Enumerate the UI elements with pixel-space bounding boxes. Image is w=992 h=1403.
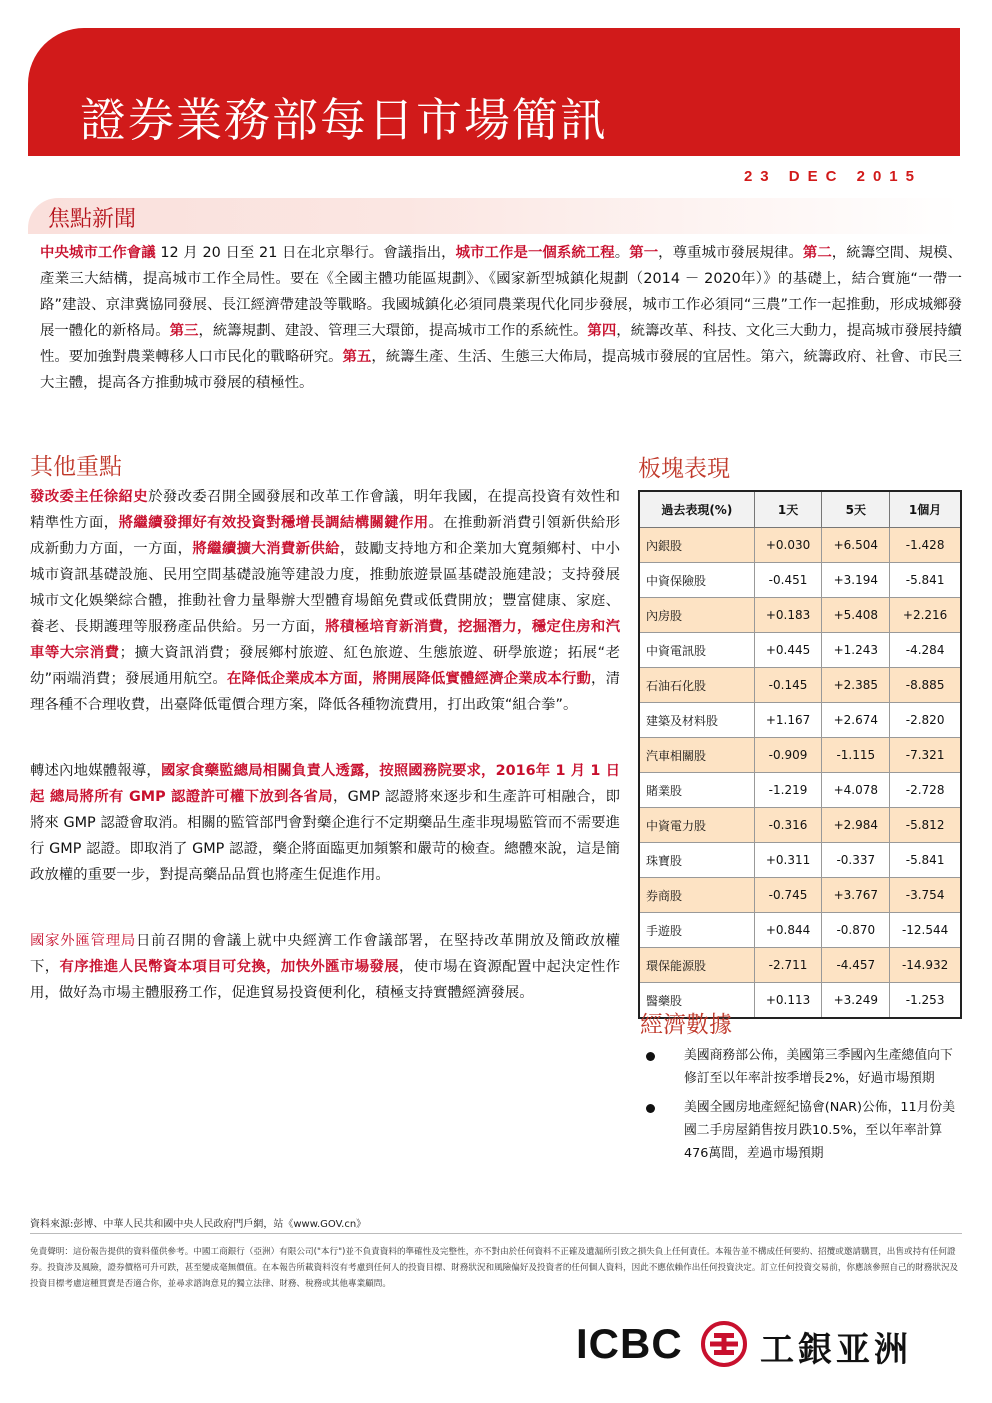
economic-data-text: 美國全國房地產經紀協會(NAR)公佈，11月份美國二手房屋銷售按月跌10.5%，至以年率計算476萬間，差過市場預期	[684, 1100, 956, 1161]
table-row	[639, 738, 961, 773]
bullet-icon	[646, 1104, 655, 1113]
body-text: 12 月 20 日至 21 日在北京舉行。會議指出，	[155, 245, 456, 261]
header-1month: 1個月	[890, 491, 961, 528]
return-1day-cell: +0.445	[754, 633, 822, 668]
table-row	[639, 703, 961, 738]
return-5day-cell: -0.870	[822, 913, 890, 948]
focus-news-heading-bar	[28, 198, 960, 234]
return-5day-cell: -1.115	[822, 738, 890, 773]
sector-name-cell: 內銀股	[639, 528, 754, 563]
table-row	[639, 808, 961, 843]
return-5day-cell: +3.194	[822, 563, 890, 598]
highlighted-text: 將繼續擴大消費新供給	[192, 541, 340, 557]
return-5day-cell: +6.504	[822, 528, 890, 563]
sector-name-cell: 環保能源股	[639, 948, 754, 983]
page-title: 證券業務部每日市場簡訊	[80, 93, 608, 147]
header-period: 過去表現(%)	[639, 491, 754, 528]
sector-name-cell: 內房股	[639, 598, 754, 633]
body-text: 日前召開的會議上就中央經濟工作會議部署，在堅持改革開放及簡政放權下，	[30, 933, 620, 975]
return-1day-cell: -0.145	[754, 668, 822, 703]
sector-name-cell: 賭業股	[639, 773, 754, 808]
sector-performance-table	[638, 490, 962, 1019]
return-1day-cell: -2.711	[754, 948, 822, 983]
highlighted-text: 國家外匯管理局	[30, 933, 137, 949]
body-text: 。	[614, 245, 630, 261]
sector-name-cell: 券商股	[639, 878, 754, 913]
highlighted-text: 將積極培育新消費，挖掘潛力，穩定住房和汽車等大宗消費	[30, 619, 620, 661]
highlighted-text: 城市工作是一個系統工程	[455, 245, 615, 261]
highlighted-text: 有序推進人民幣資本項目可兌換，加快外匯市場發展	[59, 959, 399, 975]
sector-name-cell: 中資保險股	[639, 563, 754, 598]
body-text: ，鼓勵支持地方和企業加大寬頻鄉村、中小城市資訊基礎設施、民用空間基礎設施等建設力度，推動旅遊景區基礎設施建設；支持發展城市文化娛樂綜合體，推動社會力量舉辦大型體育場館免費或低費開放；豐富健康、家庭、養老、長期護理等服務產品供給。另一方面，	[30, 541, 620, 635]
highlighted-text: 在降低企業成本方面，將開展降低實體經濟企業成本行動	[226, 671, 592, 687]
highlighted-text: 第一	[629, 245, 659, 261]
icbc-emblem-icon	[700, 1320, 748, 1368]
highlight-paragraph-ndrc	[30, 484, 620, 718]
body-text: ，清理各種不合理收費，出臺降低電價合理方案，降低各種物流費用，打出政策“組合拳”。	[30, 671, 620, 713]
table-row	[639, 878, 961, 913]
bullet-icon	[646, 1052, 655, 1061]
highlighted-text: 國家食藥監總局相關負責人透露，按照國務院要求，2016年 1 月 1 日起 總局將所有 GMP 認證許可權下放到各省局	[30, 763, 620, 805]
sector-name-cell: 建築及材料股	[639, 703, 754, 738]
body-text: 於發改委召開全國發展和改革工作會議，明年我國，在提高投資有效性和精準性方面，	[30, 489, 620, 531]
list-item	[640, 1096, 962, 1165]
highlight-paragraph-safe	[30, 928, 620, 1006]
highlighted-text: 第二	[802, 245, 832, 261]
return-1day-cell: +1.167	[754, 703, 822, 738]
disclaimer-text: 免責聲明：這份報告提供的資料僅供參考。中國工商銀行（亞洲）有限公司("本行")並不負責資料的準確性及完整性，亦不對由於任何資料不正確及遺漏所引致之損失負上任何責任。本報告並不構成任何要約、招攬或邀請購買，出售或持有任何證券。投資涉及風險，證券價格可升可跌，甚至變成毫無價值。在本報告所載資料沒有考慮到任何人的投資目標、財務狀況和風險偏好及投資者的任何個人資料，因此不應依賴作出任何投資決定。訂立任何投資交易前，你應該參照自己的財務狀況及投資目標考慮這種買賣是否適合你，並尋求諮詢意見的獨立法律、財務、稅務或其他專業顧問。	[30, 1247, 959, 1289]
report-date: 23 DEC 2015	[743, 168, 922, 185]
return-1month-cell: -1.253	[890, 983, 961, 1019]
return-1day-cell: +0.030	[754, 528, 822, 563]
body-text: ，統籌改革、科技、文化三大動力，提高城市發展持續性。要加強對農業轉移人口市民化的戰略研究。	[40, 323, 962, 365]
return-5day-cell: +5.408	[822, 598, 890, 633]
body-text: ，統籌空間、規模、產業三大結構，提高城市工作全局性。要在《全國主體功能區規劃》、《國家新型城鎮化規劃（2014 － 2020年）》的基礎上，結合實施“一帶一路”建設、京津冀協同發展、長江經濟帶建設等戰略。我國城鎮化必須同農業現代化同步發展，城市工作必須同“三農”工作一起推動，形成城鄉發展一體化的新格局。	[40, 245, 962, 339]
other-highlights-section	[30, 484, 620, 1006]
economic-data-text: 美國商務部公佈，美國第三季國內生產總值向下修訂至以年率計按季增長2%，好過市場預期	[684, 1048, 953, 1086]
highlighted-text: 將繼續發揮好有效投資對穩增長調結構關鍵作用	[118, 515, 429, 531]
return-5day-cell: +2.385	[822, 668, 890, 703]
table-row	[639, 598, 961, 633]
return-1month-cell: -5.812	[890, 808, 961, 843]
body-text: ，使市場在資源配置中起決定性作用，做好為市場主體服務工作，促進貿易投資便利化，積極支持實體經濟發展。	[30, 959, 620, 1001]
return-1month-cell: -5.841	[890, 563, 961, 598]
return-1month-cell: -1.428	[890, 528, 961, 563]
highlighted-text: 第五	[342, 349, 372, 365]
sector-name-cell: 醫藥股	[639, 983, 754, 1019]
return-1month-cell: -5.841	[890, 843, 961, 878]
sector-name-cell: 石油石化股	[639, 668, 754, 703]
sector-name-cell: 手遊股	[639, 913, 754, 948]
return-1day-cell: -1.219	[754, 773, 822, 808]
table-row	[639, 633, 961, 668]
return-1month-cell: -14.932	[890, 948, 961, 983]
highlighted-text: 第三	[169, 323, 199, 339]
highlighted-text: 中央城市工作會議	[40, 245, 156, 261]
economic-data-list	[640, 1044, 962, 1171]
highlight-paragraph-gmp	[30, 758, 620, 888]
header-5day: 5天	[822, 491, 890, 528]
sector-name-cell: 中資電訊股	[639, 633, 754, 668]
return-5day-cell: +4.078	[822, 773, 890, 808]
return-1day-cell: +0.183	[754, 598, 822, 633]
logo-wordmark-zh: 工銀亚洲	[760, 1330, 912, 1370]
header-1day: 1天	[754, 491, 822, 528]
return-1month-cell: -4.284	[890, 633, 961, 668]
return-1day-cell: -0.745	[754, 878, 822, 913]
return-1day-cell: -0.316	[754, 808, 822, 843]
focus-news-body	[40, 240, 962, 396]
other-highlights-heading: 其他重點	[30, 454, 122, 480]
return-5day-cell: +2.984	[822, 808, 890, 843]
return-1month-cell: -2.820	[890, 703, 961, 738]
focus-news-heading: 焦點新聞	[48, 207, 137, 232]
highlighted-text: 第四	[587, 323, 617, 339]
return-5day-cell: +1.243	[822, 633, 890, 668]
table-row	[639, 843, 961, 878]
sector-performance-heading: 板塊表現	[638, 456, 730, 482]
sector-name-cell: 中資電力股	[639, 808, 754, 843]
table-row	[639, 948, 961, 983]
body-text: ，尊重城市發展規律。	[658, 245, 803, 261]
body-text: ，統籌規劃、建設、管理三大環節，提高城市工作的系統性。	[198, 323, 588, 339]
sector-name-cell: 汽車相關股	[639, 738, 754, 773]
return-1day-cell: -0.909	[754, 738, 822, 773]
footer-divider	[30, 1233, 962, 1234]
return-1day-cell: +0.844	[754, 913, 822, 948]
icbc-asia-logo	[576, 1318, 966, 1368]
return-1month-cell: +2.216	[890, 598, 961, 633]
header-banner	[28, 28, 960, 156]
data-source-note: 資料來源:彭博、中華人民共和國中央人民政府門戶網，站《www.GOV.cn》	[30, 1219, 367, 1230]
return-5day-cell: +3.249	[822, 983, 890, 1019]
return-1day-cell: +0.113	[754, 983, 822, 1019]
body-text: ，統籌生產、生活、生態三大佈局，提高城市發展的宜居性。第六，統籌政府、社會、市民三大主體，提高各方推動城市發展的積極性。	[40, 349, 962, 391]
table-row	[639, 913, 961, 948]
sector-name-cell: 珠寶股	[639, 843, 754, 878]
table-header-row	[639, 491, 961, 528]
return-1month-cell: -2.728	[890, 773, 961, 808]
highlighted-text: 發改委主任徐紹史	[30, 489, 149, 505]
economic-data-heading: 經濟數據	[640, 1012, 732, 1038]
table-row	[639, 528, 961, 563]
table-row	[639, 668, 961, 703]
return-5day-cell: -4.457	[822, 948, 890, 983]
return-5day-cell: -0.337	[822, 843, 890, 878]
return-1month-cell: -12.544	[890, 913, 961, 948]
table-row	[639, 773, 961, 808]
return-1day-cell: -0.451	[754, 563, 822, 598]
return-5day-cell: +3.767	[822, 878, 890, 913]
body-text: ，GMP 認證將來逐步和生產許可相融合，即將來 GMP 認證會取消。相關的監管部門會對藥企進行不定期藥品生產非現場監管而不需要進行 GMP 認證。即取消了 GMP 認證，藥企將面臨更加頻繁和嚴苛的檢查。總體來說，這是簡政放權的重要一步，對提高藥品品質也將產生促進作用。	[30, 789, 620, 883]
return-5day-cell: +2.674	[822, 703, 890, 738]
return-1month-cell: -7.321	[890, 738, 961, 773]
body-text: 轉述內地媒體報導，	[30, 763, 161, 779]
logo-wordmark-en: ICBC	[576, 1320, 683, 1367]
return-1day-cell: +0.311	[754, 843, 822, 878]
body-text: 。在推動新消費引領新供給形成新動力方面，一方面，	[30, 515, 620, 557]
return-1month-cell: -3.754	[890, 878, 961, 913]
body-text: ；擴大資訊消費；發展鄉村旅遊、紅色旅遊、生態旅遊、研學旅遊；拓展“老幼”兩端消費；發展通用航空。	[30, 645, 620, 687]
table-row	[639, 563, 961, 598]
list-item	[640, 1044, 962, 1090]
return-1month-cell: -8.885	[890, 668, 961, 703]
